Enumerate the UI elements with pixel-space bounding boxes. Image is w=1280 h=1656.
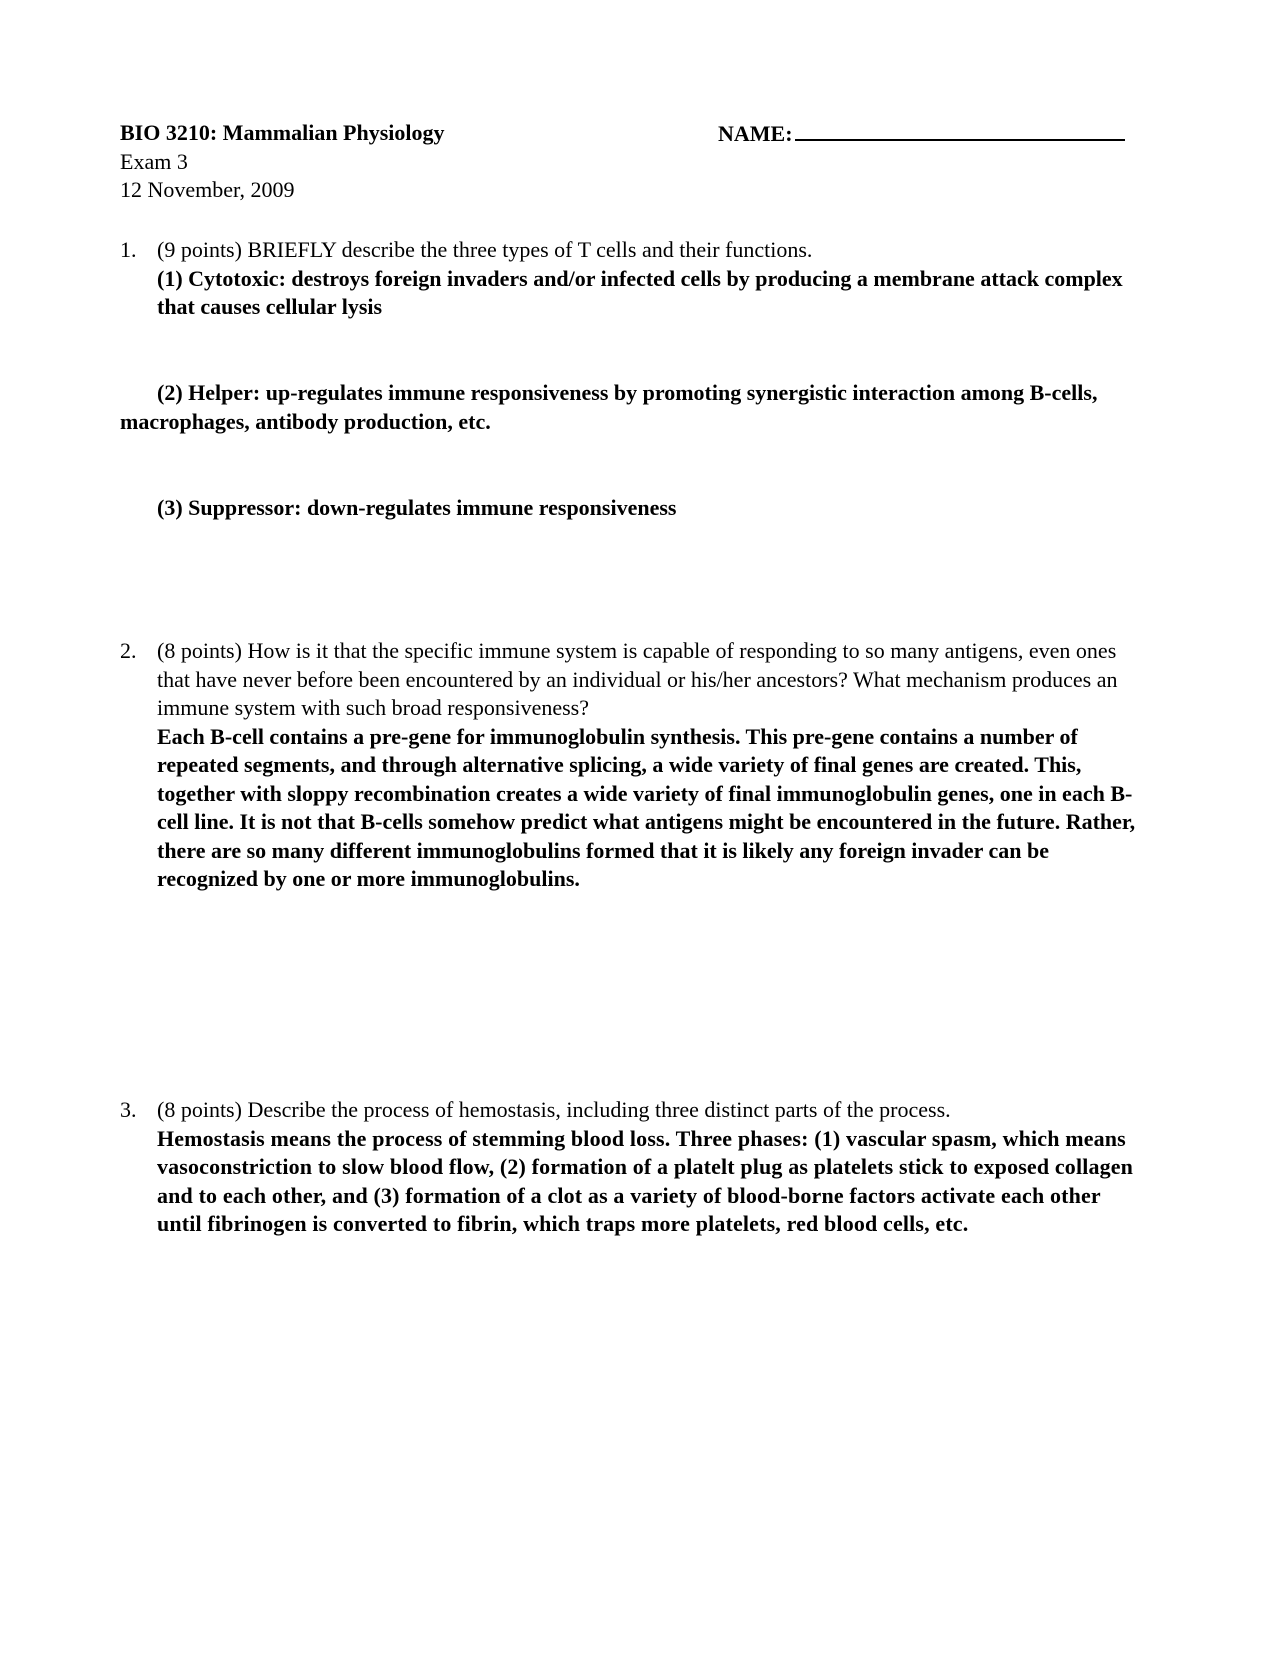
question-1 bbox=[120, 236, 1150, 322]
name-label: NAME: bbox=[718, 121, 793, 146]
answer-helper: (2) Helper: up-regulates immune responsiveness by promoting synergistic interaction among B-cells, macrophages, antibody production, etc. bbox=[120, 380, 1098, 434]
question-number: 3. bbox=[120, 1097, 137, 1122]
answer-cytotoxic: (1) Cytotoxic: destroys foreign invaders and/or infected cells by producing a membrane attack complex that causes cellular lysis bbox=[157, 265, 1123, 319]
question-number: 1. bbox=[120, 237, 137, 262]
exam-number: Exam 3 bbox=[120, 148, 188, 174]
question-prompt: (8 points) How is it that the specific immune system is capable of responding to so many antigens, even ones that have never before been encountered by an individual or his/her ancestors? What mechanism produces an immune system with such broad responsiveness? bbox=[157, 638, 1118, 720]
question-prompt: (8 points) Describe the process of hemostasis, including three distinct parts of the process. bbox=[157, 1097, 951, 1122]
name-blank-line bbox=[795, 119, 1125, 141]
answer-suppressor-block bbox=[120, 494, 1150, 523]
name-field bbox=[718, 119, 1125, 149]
question-2 bbox=[120, 637, 1150, 894]
question-prompt: (9 points) BRIEFLY describe the three types of T cells and their functions. bbox=[157, 237, 813, 262]
exam-date: 12 November, 2009 bbox=[120, 177, 295, 202]
answer-text: Hemostasis means the process of stemming blood loss. Three phases: (1) vascular spasm, which means vasoconstriction to slow blood flow, (2) formation of a platelt plug as platelets stick to exposed collagen and to each other, and (3) formation of a clot as a variety of blood-borne factors activate each other until fibrinogen is converted to fibrin, which traps more platelets, red blood cells, etc. bbox=[157, 1125, 1134, 1236]
answer-helper-block bbox=[120, 379, 1150, 436]
question-3 bbox=[120, 1096, 1150, 1239]
exam-header bbox=[120, 119, 445, 205]
answer-text: Each B-cell contains a pre-gene for immunoglobulin synthesis. This pre-gene contains a number of repeated segments, and through alternative splicing, a wide variety of final genes are created. This, together with sloppy recombination creates a wide variety of final immunoglobulin genes, one in each B-cell line. It is not that B-cells somehow predict what antigens might be encountered in the future. Rather, there are so many different immunoglobulins formed that it is likely any foreign invader can be recognized by one or more immunoglobulins. bbox=[157, 723, 1136, 891]
answer-suppressor: (3) Suppressor: down-regulates immune responsiveness bbox=[157, 495, 677, 520]
question-number: 2. bbox=[120, 638, 137, 663]
course-title: BIO 3210: Mammalian Physiology bbox=[120, 120, 445, 145]
